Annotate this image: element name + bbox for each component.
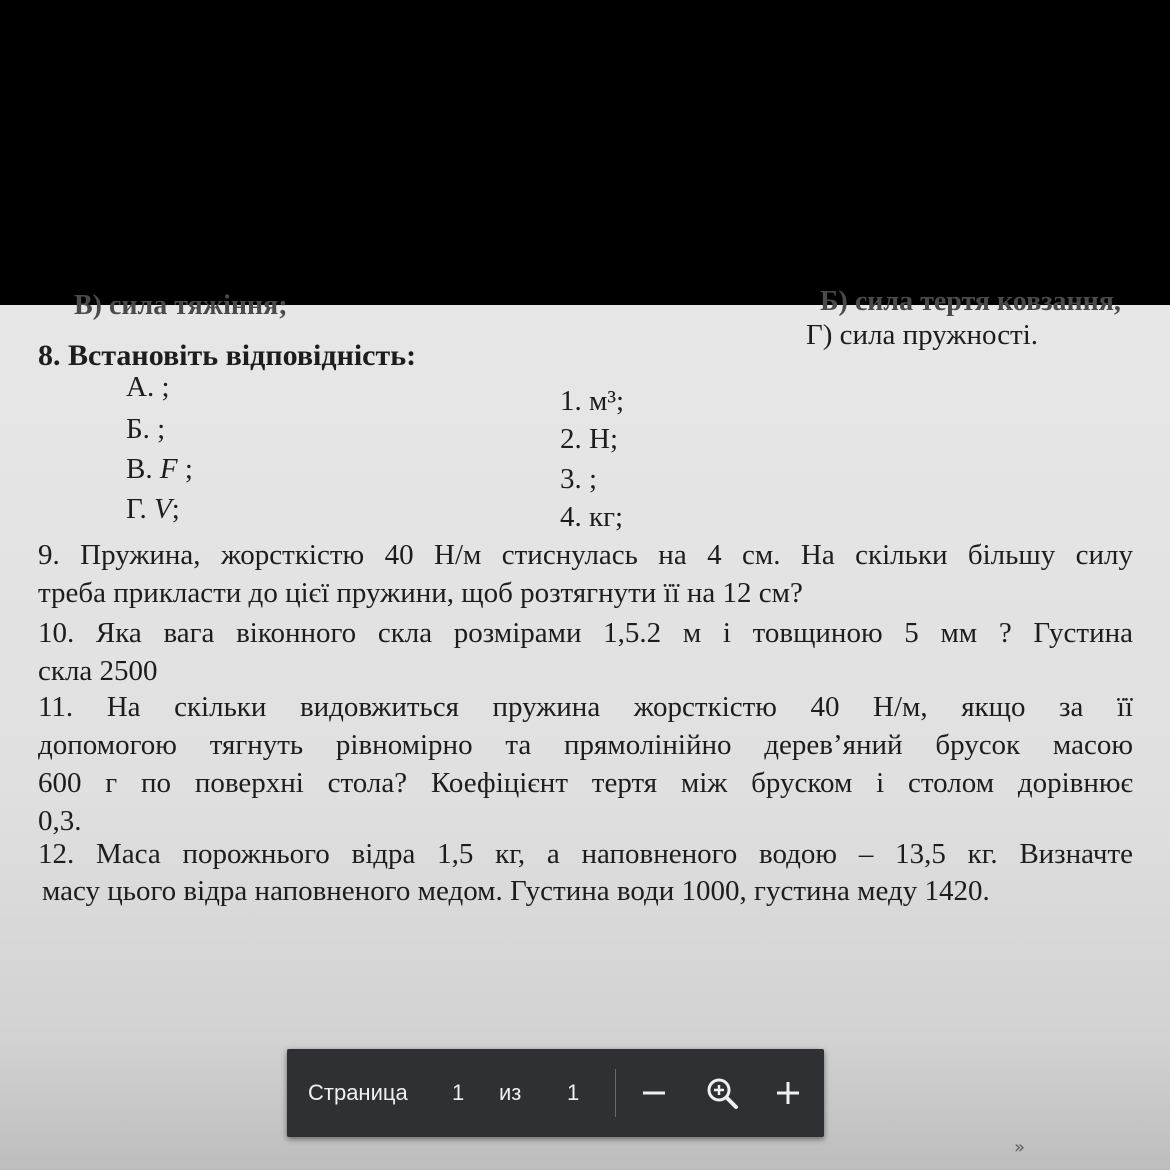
q8-title: 8. Встановіть відповідність:: [38, 339, 417, 372]
q8-right-2-text: Н;: [581, 423, 618, 455]
q12-line1: 12. Маса порожнього відра 1,5 кг, а наповненого водою – 13,5 кг. Визначте: [38, 838, 1133, 870]
q8-right-3: [560, 465, 597, 494]
q8-left-g-letter: Г.: [126, 493, 147, 525]
q8-right-3-text: ;: [581, 463, 598, 495]
corner-chevron-icon: »: [1014, 1137, 1026, 1158]
q10-line1: 10. Яка вага віконного скла розмірами 1,5.2 м і товщиною 5 мм ? Густина: [38, 617, 1133, 649]
q9-line2: треба прикласти до цієї пружини, щоб розтягнути її на 12 см?: [38, 577, 803, 609]
zoom-in-button[interactable]: [762, 1067, 814, 1119]
q9-line1: 9. Пружина, жорсткістю 40 Н/м стиснулась на 4 см. На скільки більшу силу: [38, 539, 1133, 571]
q8-left-a-letter: А.: [126, 371, 155, 403]
q8-left-b-tail: ;: [149, 413, 166, 445]
page-label: Страница: [308, 1080, 408, 1105]
black-top-area: [0, 0, 1170, 305]
q8-right-3-num: 3.: [560, 463, 582, 495]
q8-right-1-num: 1.: [560, 385, 582, 417]
q11-line4: 0,3.: [38, 805, 82, 837]
minus-icon: [640, 1079, 668, 1107]
plus-icon: [774, 1079, 802, 1107]
q8-left-v-tail: ;: [177, 453, 193, 485]
magnifier-zoom-icon: [705, 1076, 739, 1110]
q8-right-4-text: кг;: [581, 501, 624, 533]
q11-line3: 600 г по поверхні стола? Коефіцієнт тертя між бруском і столом дорівнює: [38, 767, 1133, 799]
q8-left-v-letter: В.: [126, 453, 153, 485]
prev-option-g: Г) сила пружності.: [806, 319, 1039, 351]
q8-left-a: [126, 373, 170, 402]
q8-left-v-symbol: F: [159, 453, 178, 485]
toolbar-divider: [615, 1069, 616, 1117]
zoom-out-button[interactable]: [628, 1067, 680, 1119]
q8-left-b: [126, 415, 165, 444]
q11-line1: 11. На скільки видовжиться пружина жорсткістю 40 Н/м, якщо за її: [38, 691, 1133, 723]
q8-right-1-text: м³;: [581, 385, 625, 417]
q10-line2: скла 2500: [38, 655, 158, 687]
q8-left-g-tail: ;: [171, 493, 180, 525]
prev-option-v: В) сила тяжіння;: [74, 290, 288, 321]
document-content: [0, 286, 1170, 1170]
page-number-input[interactable]: 1: [452, 1080, 465, 1105]
q8-right-4: [560, 503, 623, 532]
q8-right-2-num: 2.: [560, 423, 582, 455]
q11-line2: допомогою тягнуть рівномірно та прямолінійно дерев’яний брусок масою: [38, 729, 1133, 761]
prev-option-b: Б) сила тертя ковзання,: [820, 286, 1121, 317]
q8-left-b-letter: Б.: [126, 413, 150, 445]
q8-right-1: [560, 387, 624, 416]
total-pages: 1: [567, 1080, 580, 1105]
q8-left-g: [126, 495, 180, 524]
zoom-button[interactable]: [696, 1067, 748, 1119]
document-page: [0, 286, 1170, 1170]
q8-right-2: [560, 425, 618, 454]
q8-left-a-tail: ;: [154, 371, 170, 403]
q12-line2: масу цього відра наповненого медом. Густина води 1000, густина меду 1420.: [42, 875, 990, 907]
q8-right-4-num: 4.: [560, 501, 582, 533]
q8-left-g-symbol: V: [154, 493, 172, 525]
of-label: из: [499, 1080, 522, 1105]
q8-left-v: [126, 455, 193, 484]
pdf-page-toolbar: [287, 1049, 824, 1137]
